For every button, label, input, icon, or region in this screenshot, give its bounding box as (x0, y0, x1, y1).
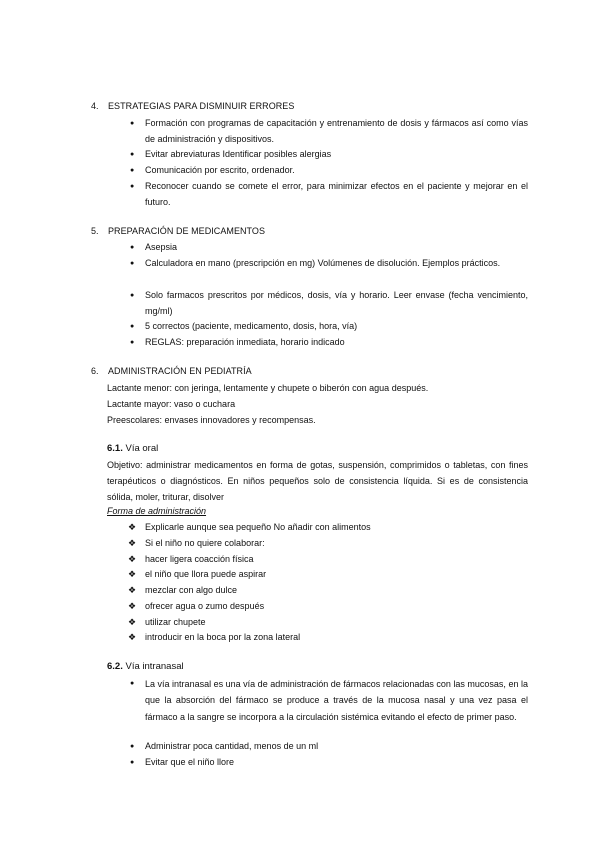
s62-item-3 (130, 755, 528, 771)
s5-item-3-text: Solo farmacos prescritos por médicos, dosis, vía y horario. Leer envase (fecha vencimiento, mg/ml) (145, 290, 528, 316)
s61-item-5 (128, 583, 528, 599)
s61-objective: Objetivo: administrar medicamentos en forma de gotas, suspensión, comprimidos o tabletas, con fines terapéuticos o diagnósticos. En niños pequeños solo de consistencia líquida. Si es de consistencia sólida, moler, triturar, disolver (107, 460, 528, 502)
s61-item-8 (128, 630, 528, 646)
section-6-title: ADMINISTRACIÓN EN PEDIATRÍA (108, 366, 252, 376)
diamond-bullet-icon: ❖ (128, 585, 137, 595)
s62-item-2-text: Administrar poca cantidad, menos de un ml (145, 741, 319, 751)
subsection-6-1-number: 6.1. (107, 443, 123, 454)
s5-item-1 (130, 240, 528, 256)
bullet-icon: ● (130, 167, 135, 174)
s4-item-1 (130, 116, 528, 147)
bullet-icon: ● (130, 339, 135, 346)
subsection-6-2-number: 6.2. (107, 661, 123, 672)
subsection-6-1-heading (107, 443, 158, 454)
s4-item-2-text: Evitar abreviaturas Identificar posibles alergias (145, 149, 332, 159)
section-5-title: PREPARACIÓN DE MEDICAMENTOS (108, 226, 266, 236)
s5-item-5 (130, 335, 528, 351)
s5-item-4-text: 5 correctos (paciente, medicamento, dosis, hora, vía) (145, 321, 358, 331)
s62-item-1-text: La vía intranasal es una vía de administración de fármacos relacionadas con las mucosas, en la que la absorción del fármaco se produce a través de la mucosa nasal y una vez pasa el fármaco a la sangre se incorpora a la circulación sistémica evitando el efecto de primer paso. (145, 679, 528, 722)
s4-item-4-text: Reconocer cuando se comete el error, para minimizar efectos en el paciente y mejorar en el futuro. (145, 181, 528, 207)
bullet-icon: ● (130, 244, 135, 251)
s61-item-4 (128, 567, 528, 583)
s5-item-1-text: Asepsia (145, 242, 178, 252)
s61-item-7 (128, 615, 528, 631)
s61-item-4-text: el niño que llora puede aspirar (145, 569, 267, 579)
s61-forma-label: Forma de administración (107, 506, 207, 516)
s5-item-5-text: REGLAS: preparación inmediata, horario indicado (145, 337, 345, 347)
subsection-6-2-title: Vía intranasal (125, 661, 184, 672)
diamond-bullet-icon: ❖ (128, 538, 137, 548)
s61-item-8-text: introducir en la boca por la zona lateral (145, 632, 301, 642)
s61-item-6-text: ofrecer agua o zumo después (145, 601, 265, 611)
diamond-bullet-icon: ❖ (128, 569, 137, 579)
diamond-bullet-icon: ❖ (128, 632, 137, 642)
s61-item-2 (128, 536, 528, 552)
section-5-heading (91, 226, 265, 236)
section-5-number: 5. (91, 226, 99, 236)
s4-item-3-text: Comunicación por escrito, ordenador. (145, 165, 295, 175)
s4-item-4 (130, 179, 528, 210)
s4-item-1-text: Formación con programas de capacitación y entrenamiento de dosis y fármacos así como vías de administración y dispositivos. (145, 118, 528, 144)
section-4-number: 4. (91, 101, 99, 111)
section-4-heading (91, 101, 294, 111)
section-6-number: 6. (91, 366, 99, 376)
s4-item-2 (130, 147, 528, 163)
s61-item-7-text: utilizar chupete (145, 617, 206, 627)
diamond-bullet-icon: ❖ (128, 601, 137, 611)
subsection-6-2-heading (107, 661, 184, 672)
bullet-icon: ● (130, 292, 135, 299)
s6-line-3: Preescolares: envases innovadores y recompensas. (107, 415, 316, 425)
bullet-icon: ● (130, 680, 135, 687)
s62-item-2 (130, 739, 528, 755)
bullet-icon: ● (130, 260, 135, 267)
bullet-icon: ● (130, 759, 135, 766)
s61-item-3 (128, 552, 528, 568)
section-6-heading (91, 366, 252, 376)
s6-line-1: Lactante menor: con jeringa, lentamente y chupete o biberón con agua después. (107, 383, 429, 393)
s61-item-5-text: mezclar con algo dulce (145, 585, 238, 595)
s61-item-2-text: Si el niño no quiere colaborar: (145, 538, 265, 548)
diamond-bullet-icon: ❖ (128, 522, 137, 532)
bullet-icon: ● (130, 743, 135, 750)
bullet-icon: ● (130, 151, 135, 158)
s61-item-6 (128, 599, 528, 615)
s6-line-2: Lactante mayor: vaso o cuchara (107, 399, 236, 409)
s4-item-3 (130, 163, 528, 179)
bullet-icon: ● (130, 120, 135, 127)
s61-item-1-text: Explicarle aunque sea pequeño No añadir con alimentos (145, 522, 371, 532)
s62-item-1 (130, 676, 528, 725)
diamond-bullet-icon: ❖ (128, 554, 137, 564)
s5-item-2-text: Calculadora en mano (prescripción en mg) Volúmenes de disolución. Ejemplos prácticos. (145, 258, 501, 268)
s5-item-3 (130, 288, 528, 319)
section-4-title: ESTRATEGIAS PARA DISMINUIR ERRORES (108, 101, 295, 111)
s62-item-3-text: Evitar que el niño llore (145, 757, 235, 767)
s61-item-1 (128, 520, 528, 536)
diamond-bullet-icon: ❖ (128, 617, 137, 627)
s61-item-3-text: hacer ligera coacción física (145, 554, 254, 564)
s5-item-4 (130, 319, 528, 335)
s5-item-2 (130, 256, 528, 272)
bullet-icon: ● (130, 183, 135, 190)
bullet-icon: ● (130, 323, 135, 330)
subsection-6-1-title: Vía oral (125, 443, 159, 454)
